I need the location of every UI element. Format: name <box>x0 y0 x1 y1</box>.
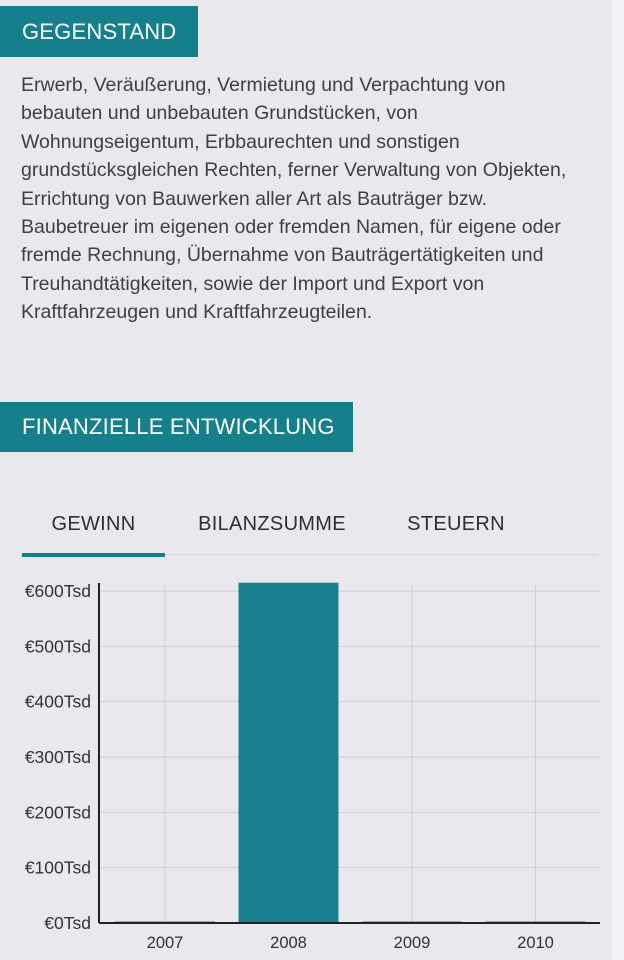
scroll-edge <box>612 0 624 960</box>
y-tick-label: €600Tsd <box>24 581 91 601</box>
y-tick-label: €200Tsd <box>24 802 91 823</box>
y-tick-label: €0Tsd <box>44 913 91 933</box>
y-tick-label: €500Tsd <box>24 636 91 657</box>
x-tick-label: 2010 <box>517 934 554 952</box>
section-title-gegenstand: GEGENSTAND <box>22 18 177 44</box>
x-tick-label: 2007 <box>146 934 184 952</box>
gegenstand-description: Erwerb, Veräußerung, Vermietung und Verpachtung von bebauten und unbebauten Grundstücken, von Wohnungseigentum, Erbbaurechten und sonstigen grundstücksgleichen Rechten, ferner Verwaltung von Objekten, Errichtung von Bauwerken aller Art als Bauträger bzw. Baubetreuer im eigenen oder fremden Namen, für eigene oder fremde Rechnung, Übernahme von Bauträgertätigkeiten und Treuhandtätigkeiten, sowie der Import und Export von Kraftfahrzeugen und Kraftfahrzeugteilen. <box>21 74 567 324</box>
tab-steuern[interactable]: STEUERN <box>407 512 505 535</box>
section-header-gegenstand <box>0 6 198 57</box>
section-title-finanzielle-entwicklung: FINANZIELLE ENTWICKLUNG <box>22 414 335 439</box>
active-tab-indicator <box>22 553 165 557</box>
y-tick-label: €400Tsd <box>24 691 91 712</box>
bar-chart <box>0 570 612 960</box>
y-tick-label: €100Tsd <box>24 857 91 878</box>
y-tick-label: €300Tsd <box>24 747 91 767</box>
chart-tabs <box>22 496 598 558</box>
bar-2008[interactable] <box>239 583 339 923</box>
x-tick-label: 2008 <box>270 934 307 952</box>
tab-bilanzsumme[interactable]: BILANZSUMME <box>198 512 346 535</box>
section-header-finanzielle-entwicklung <box>0 402 353 452</box>
x-tick-label: 2009 <box>393 934 431 952</box>
tab-gewinn[interactable]: GEWINN <box>51 512 136 535</box>
